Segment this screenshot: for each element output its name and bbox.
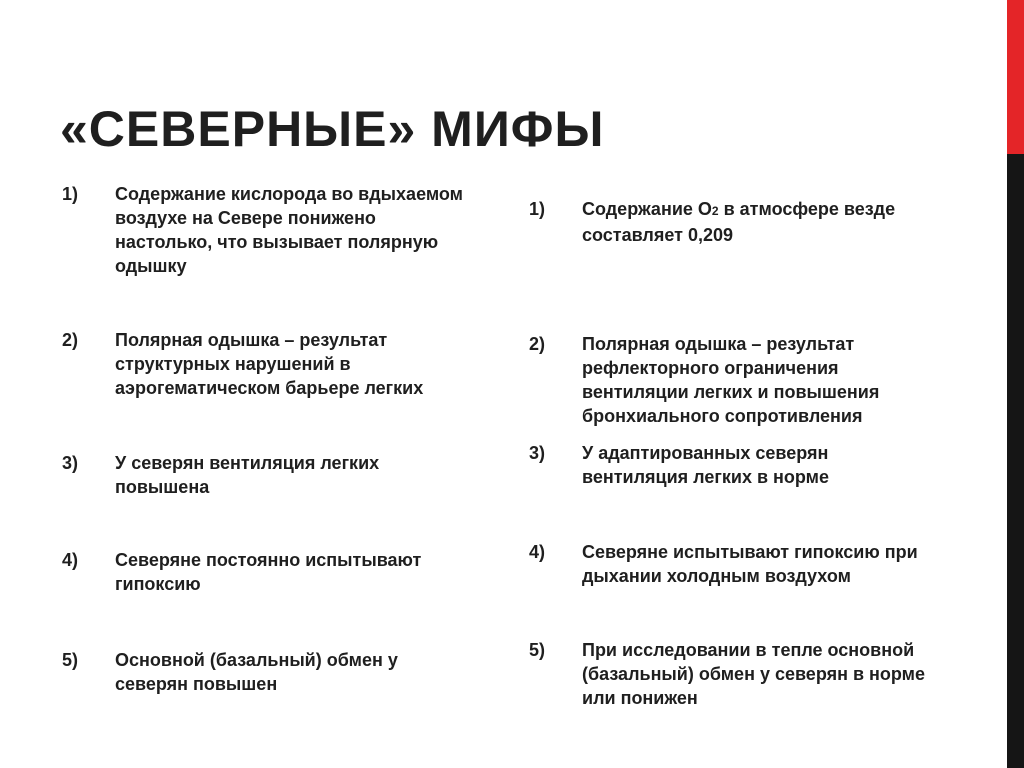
item-text: У адаптированных северян вентиляция легких в норме (582, 443, 829, 487)
item-number: 2) (62, 330, 79, 350)
item-number: 5) (529, 640, 546, 660)
item-text: Основной (базальный) обмен у северян повышен (115, 650, 398, 694)
item-text: При исследовании в тепле основной (базальный) обмен у северян в норме или понижен (582, 640, 925, 708)
item-text: Северяне испытывают гипоксию при дыхании холодным воздухом (582, 542, 918, 586)
item-number: 2) (529, 334, 546, 354)
item-text: Содержание кислорода во вдыхаемом воздухе на Севере понижено настолько, что вызывает полярную одышку (115, 184, 463, 276)
item-number: 4) (529, 542, 546, 562)
item-number: 3) (62, 453, 79, 473)
item-number: 1) (529, 199, 546, 219)
subscript-text: 2 (711, 204, 719, 218)
item-number: 3) (529, 443, 546, 463)
item-text: Полярная одышка – результат рефлекторного ограничения вентиляции легких и повышения бронхиального сопротивления (582, 334, 880, 426)
item-text (582, 197, 932, 247)
item-text-part: Содержание О (582, 199, 712, 219)
item-text: У северян вентиляция легких повышена (115, 453, 380, 497)
item-number: 1) (62, 184, 79, 204)
item-text: Полярная одышка – результат структурных нарушений в аэрогематическом барьере легких (115, 330, 424, 398)
item-text: Северяне постоянно испытывают гипоксию (115, 550, 422, 594)
item-text-part: в атмосфере везде составляет 0,209 (582, 199, 896, 245)
slide-title: «СЕВЕРНЫЕ» МИФЫ (60, 101, 605, 157)
accent-bar-red (1007, 0, 1024, 154)
accent-bar-black (1007, 154, 1024, 768)
item-number: 5) (62, 650, 79, 670)
item-number: 4) (62, 550, 79, 570)
